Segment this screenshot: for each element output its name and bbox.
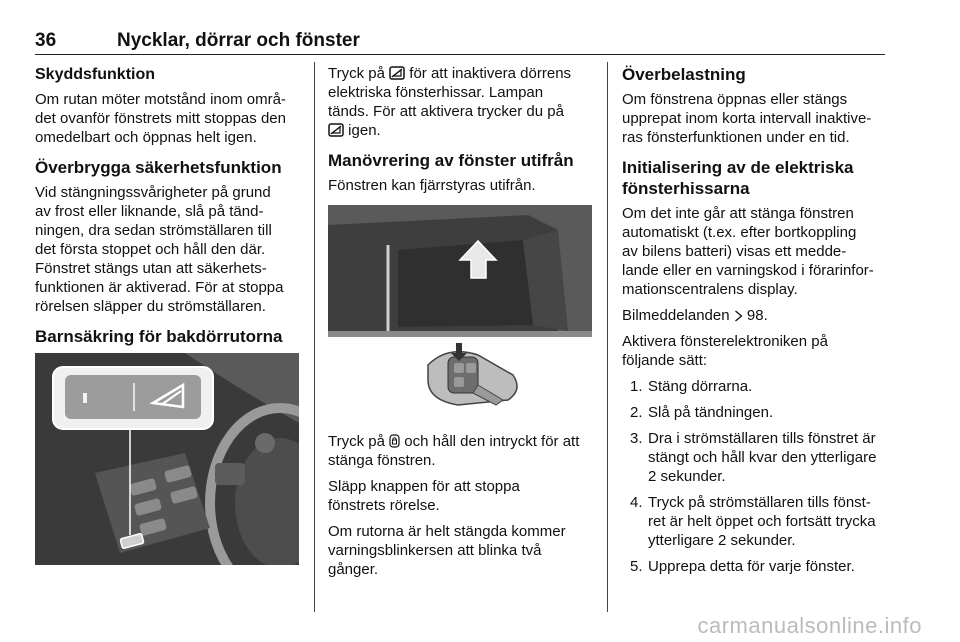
text-line: 2 sekunder. [648,468,726,485]
column-1 [35,64,301,582]
text-line: Om det inte går att stänga fönstren [622,205,854,222]
paragraph-child-lock [328,64,596,140]
text-fragment: och håll den intryckt för att [404,433,580,450]
paragraph-release [328,477,596,515]
text-line: Stäng dörrarna. [648,378,753,395]
text-line: fönstrets rörelse. [328,497,440,514]
text-line: av frost eller liknande, slå på tänd- [35,203,264,220]
text-line: elektriska fönsterhissar. Lampan [328,84,544,101]
watermark-link[interactable]: carmanualsonline.info [697,613,922,638]
page-header [35,30,885,52]
step-number: 4. [630,494,643,511]
text-fragment: Tryck på [328,65,385,82]
text-line: lande eller en varningskod i förarinfor- [622,262,874,279]
text-line: det ovanför fönstrets mitt stoppas den [35,110,286,127]
heading-remote-operation: Manövrering av fönster utifrån [328,151,574,170]
text-line: omedelbart och öppnas helt igen. [35,129,257,146]
text-line: ningen, dra sedan strömställaren till [35,222,272,239]
paragraph-overload [622,90,888,147]
text-line: rörelsen släpper du strömställaren. [35,298,266,315]
heading-child-lock: Barnsäkring för bakdörrutorna [35,327,283,346]
text-line: funktionen är aktiverad. För at stoppa [35,279,284,296]
text-line: av bilens batteri) visas ett medde- [622,243,847,260]
text-line: Initialisering av de elektriska [622,158,854,177]
text-line: Om rutorna är helt stängda kommer [328,523,566,540]
page-number: 36 [35,30,57,51]
text-line: stängt och håll kvar den ytterligare [648,449,877,466]
text-line: Tryck på strömställaren tills fönst- [648,494,871,511]
text-line: upprepat inom korta intervall inaktive- [622,110,872,127]
paragraph-hazard [328,522,596,579]
text-fragment: 98. [746,307,768,324]
text-line: ret är helt öppet och fortsätt trycka [648,513,876,530]
text-line: ras fönsterfunktionen under en tid. [622,129,850,146]
step-number: 3. [630,430,643,447]
text-line: Om fönstrena öppnas eller stängs [622,91,848,108]
list-item [622,557,888,576]
text-line: Släpp knappen för att stoppa [328,478,520,495]
text-line: Om rutan möter motstånd inom områ- [35,91,286,108]
text-line: fönsterhissarna [622,179,750,198]
column-2 [328,64,596,586]
text-line: automatiskt (t.ex. efter bortkoppling [622,224,857,241]
page-reference-icon [734,310,743,322]
text-fragment: Bilmeddelanden [622,307,730,324]
text-line: Aktivera fönsterelektroniken på [622,333,828,350]
list-item [622,429,888,486]
list-item [622,403,888,422]
steps-list [622,377,888,576]
text-fragment: igen. [348,122,381,139]
text-line: Upprepa detta för varje fönster. [648,558,855,575]
text-line: tänds. För att aktivera trycker du på [328,103,564,120]
text-line: Fönstret stängs utan att säkerhets- [35,260,267,277]
list-item [622,493,888,550]
text-line: gånger. [328,561,379,578]
window-lock-icon [328,123,344,137]
paragraph-vehicle-messages [622,306,888,325]
door-switch-photo [35,353,301,570]
text-line: ytterligare 2 sekunder. [648,532,796,549]
lock-button-icon [389,434,400,448]
paragraph-remote: Fönstren kan fjärrstyras utifrån. [328,177,536,194]
text-fragment: för att inaktivera dörrens [409,65,572,82]
paragraph-bypass [35,183,301,316]
column-divider-2 [607,62,608,612]
step-number: 2. [630,404,643,421]
text-line: Slå på tändningen. [648,404,774,421]
heading-bypass: Överbrygga säkerhetsfunktion [35,158,282,177]
text-line: Vid stängningssvårigheter på grund [35,184,271,201]
window-lock-icon [389,66,405,80]
chapter-title: Nycklar, dörrar och fönster [117,30,360,51]
paragraph-press-close [328,432,596,470]
column-divider-1 [314,62,315,612]
text-line: följande sätt: [622,352,708,369]
heading-overload: Överbelastning [622,65,746,84]
step-number: 5. [630,558,643,575]
header-rule [35,54,885,55]
list-item [622,377,888,396]
column-3 [622,64,888,583]
text-line: det första stoppet och håll den där. [35,241,266,258]
text-fragment: Tryck på [328,433,385,450]
paragraph-activate [622,332,888,370]
text-line: varningsblinkersen att blinka två [328,542,542,559]
paragraph-initialization [622,204,888,299]
text-line: stänga fönstren. [328,452,436,469]
text-line: Dra i strömställaren tills fönstret är [648,430,876,447]
paragraph-protection [35,90,301,147]
text-line: mationscentralens display. [622,281,798,298]
step-number: 1. [630,378,643,395]
heading-protection: Skyddsfunktion [35,66,156,83]
heading-initialization [622,157,888,199]
remote-window-illustration [328,205,596,420]
